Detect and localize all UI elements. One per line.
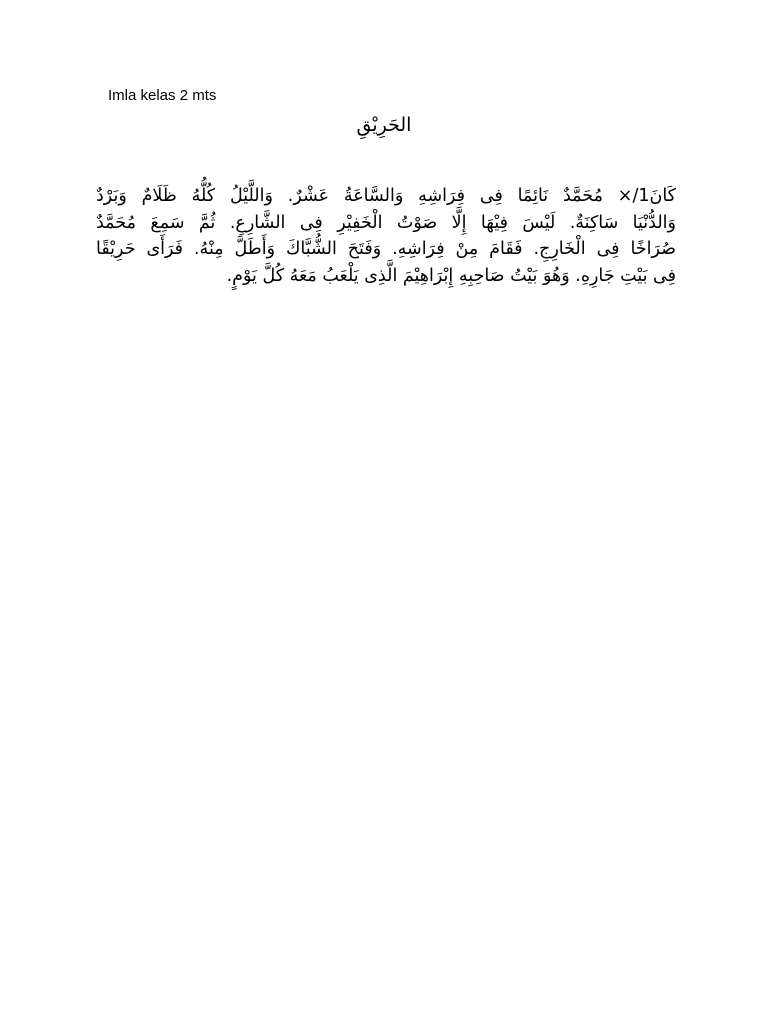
body-paragraph: [96, 183, 676, 289]
body-line: صُرَاخًا فِى الْخَارِجِ. فَقَامَ مِنْ فِرَاشِهِ. وَفَتَحَ الشُّبَّاكَ وَأَطَلَّ مِنْهُ. فَرَأَى حَرِيْقًا: [96, 239, 676, 259]
body-line: فِى بَيْتِ جَارِهِ. وَهُوَ بَيْتُ صَاحِبِهِ إِبْرَاهِيْمَ الَّذِى يَلْعَبُ مَعَهُ كُلَّ يَوْمٍ.: [226, 265, 676, 286]
body-line: كَانَ1/× مُحَمَّدٌ نَائِمًا فِى فِرَاشِهِ وَالسَّاعَةُ عَشْرٌ. وَاللَّيْلُ كُلُّهُ ظَلَامٌ وَبَرْدٌ: [96, 186, 676, 206]
header-note: Imla kelas 2 mts: [108, 87, 217, 104]
document-title: الحَرِيْقِ: [356, 114, 412, 136]
body-line: وَالدُّنْيَا سَاكِنَةٌ. لَيْسَ فِيْهَا إِلَّا صَوْتُ الْخَفِيْرِ فِى الشَّارِعِ. ثُمَّ سَمِعَ مُحَمَّدٌ: [96, 212, 676, 233]
